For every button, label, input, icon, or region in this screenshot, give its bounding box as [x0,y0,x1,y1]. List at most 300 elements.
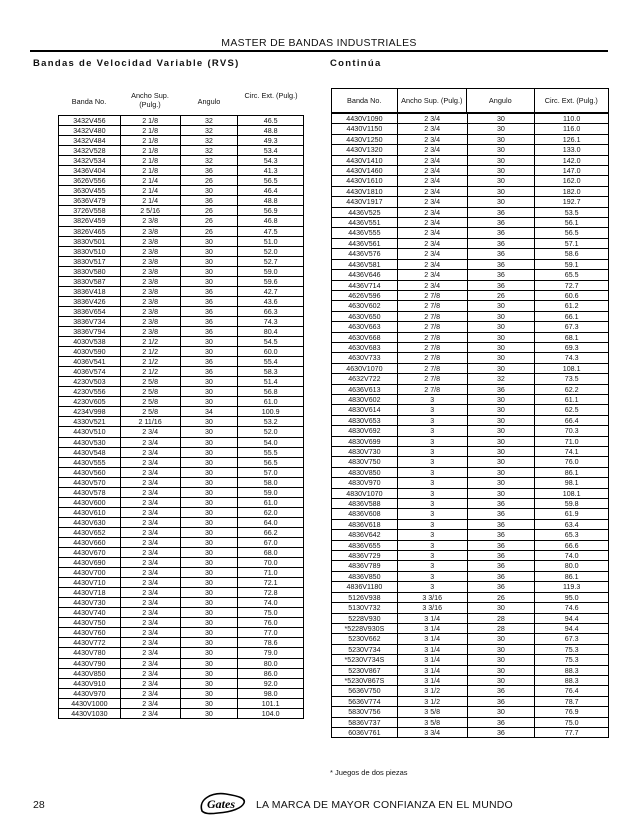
top-width-cell: 3 [398,551,468,560]
top-width-cell: 2 7/8 [398,312,468,321]
belt-no-cell: 4230V605 [59,397,121,406]
top-width-cell: 2 3/4 [398,187,468,196]
top-width-cell: 2 3/4 [398,135,468,144]
belt-no-cell: *5230V734S [332,655,398,664]
top-width-cell: 3 1/4 [398,614,468,623]
angle-cell: 30 [468,416,536,425]
table-row [332,260,608,270]
top-width-cell: 2 3/4 [121,548,181,557]
angle-cell: 30 [181,709,239,718]
table-row [332,187,608,197]
outside-circ-cell: 88.3 [564,676,579,685]
top-width-cell: 2 3/8 [121,247,181,256]
angle-cell: 30 [181,598,239,607]
table-row [332,343,608,353]
belt-no-cell: 4430V630 [59,518,121,527]
belt-no-cell: 3630V455 [59,186,121,195]
table-row [332,239,608,249]
top-width-cell: 2 7/8 [398,374,468,383]
belt-no-cell: 4436V555 [332,228,398,237]
outside-circ-cell: 67.3 [564,635,579,644]
outside-circ-cell: 70.0 [263,559,278,568]
angle-cell: 36 [468,520,536,529]
top-width-cell: 2 3/4 [121,478,181,487]
top-width-cell: 2 3/4 [398,145,468,154]
outside-circ-cell: 66.6 [564,541,579,550]
table-row [59,508,303,518]
belt-no-cell: 4430V1320 [332,145,398,154]
belt-no-cell: 4830V614 [332,405,398,414]
outside-circ-cell: 52.0 [263,247,278,256]
belt-no-cell: 4630V650 [332,312,398,321]
belt-no-cell: 4430V1460 [332,166,398,175]
belt-no-cell: 3726V558 [59,206,121,215]
belt-no-cell: 3830V510 [59,247,121,256]
belt-no-cell: 3636V479 [59,196,121,205]
left-section-title: Bandas de Velocidad Variable (RVS) [33,58,240,69]
angle-cell: 36 [468,260,536,269]
top-width-cell: 2 3/8 [121,277,181,286]
angle-cell: 36 [468,728,536,737]
table-row [59,648,303,658]
top-width-cell: 2 3/4 [121,458,181,467]
table-row [332,478,608,488]
belt-no-cell: 4630V663 [332,322,398,331]
outside-circ-cell: 72.1 [263,579,278,588]
table-row [59,277,303,287]
outside-circ-cell: 66.2 [263,528,278,537]
top-width-cell: 2 7/8 [398,291,468,300]
outside-circ-cell: 72.7 [564,281,579,290]
belt-no-cell: 4836V729 [332,551,398,560]
top-width-cell: 3 [398,561,468,570]
belt-no-cell: 3830V501 [59,237,121,246]
belt-no-cell: 4436V581 [332,260,398,269]
belt-no-cell: 3826V465 [59,227,121,236]
angle-cell: 30 [468,634,536,643]
table-row [59,588,303,598]
outside-circ-cell: 79.0 [263,649,278,658]
top-width-cell: 2 3/8 [121,317,181,326]
angle-cell: 36 [468,249,536,258]
table-row [332,561,608,571]
right-belt-table [331,88,609,738]
top-width-cell: 2 3/4 [398,197,468,206]
angle-cell: 28 [468,624,536,633]
outside-circ-cell: 55.4 [263,358,278,367]
top-width-cell: 2 3/8 [121,327,181,336]
table-row [59,317,303,327]
left-table-body [58,115,304,719]
table-row [59,257,303,267]
col-header-belt-no: Banda No. [71,97,107,106]
table-row [59,689,303,699]
top-width-cell: 2 3/4 [121,628,181,637]
outside-circ-cell: 58.3 [263,368,278,377]
table-row [332,416,608,426]
angle-cell: 26 [181,176,239,185]
outside-circ-cell: 182.0 [562,187,581,196]
angle-cell: 30 [468,405,536,414]
table-row [332,249,608,259]
table-row [59,377,303,387]
outside-circ-cell: 43.6 [263,297,278,306]
col-header-top-width: Ancho Sup. (Pulg.) [398,89,468,112]
angle-cell: 30 [468,343,536,352]
top-width-cell: 2 3/4 [121,448,181,457]
outside-circ-cell: 104.0 [261,709,280,718]
outside-circ-cell: 56.9 [263,207,278,216]
angle-cell: 30 [468,447,536,456]
angle-cell: 30 [468,176,536,185]
outside-circ-cell: 61.0 [263,398,278,407]
outside-circ-cell: 57.1 [564,239,579,248]
angle-cell: 30 [181,498,239,507]
top-width-cell: 2 3/4 [121,558,181,567]
belt-no-cell: 4036V541 [59,357,121,366]
angle-cell: 26 [181,227,239,236]
belt-no-cell: 4830V850 [332,468,398,477]
outside-circ-cell: 80.4 [263,327,278,336]
top-width-cell: 3 [398,468,468,477]
angle-cell: 30 [181,387,239,396]
table-row [59,427,303,437]
angle-cell: 30 [181,518,239,527]
angle-cell: 32 [181,126,239,135]
belt-no-cell: 4436V561 [332,239,398,248]
angle-cell: 36 [468,541,536,550]
top-width-cell: 2 3/4 [398,228,468,237]
table-row [332,124,608,134]
belt-no-cell: 4436V576 [332,249,398,258]
top-width-cell: 2 11/16 [121,417,181,426]
outside-circ-cell: 74.6 [564,604,579,613]
table-row [332,582,608,592]
angle-cell: 36 [468,239,536,248]
outside-circ-cell: 60.0 [263,348,278,357]
outside-circ-cell: 48.8 [263,127,278,136]
outside-circ-cell: 61.0 [263,498,278,507]
angle-cell: 36 [468,385,536,394]
outside-circ-cell: 147.0 [562,167,581,176]
angle-cell: 30 [181,337,239,346]
belt-no-cell: 3830V580 [59,267,121,276]
table-row [332,603,608,613]
table-row [332,489,608,499]
belt-no-cell: 4830V692 [332,426,398,435]
table-row [59,498,303,508]
angle-cell: 32 [181,136,239,145]
angle-cell: 28 [468,614,536,623]
table-row [332,634,608,644]
angle-cell: 30 [181,618,239,627]
angle-cell: 36 [468,572,536,581]
top-width-cell: 2 3/4 [398,239,468,248]
top-width-cell: 2 3/4 [121,669,181,678]
outside-circ-cell: 162.0 [562,177,581,186]
belt-no-cell: 4430V718 [59,588,121,597]
top-width-cell: 2 1/8 [121,166,181,175]
top-width-cell: 2 7/8 [398,343,468,352]
outside-circ-cell: 54.5 [263,338,278,347]
outside-circ-cell: 88.3 [564,666,579,675]
table-row [59,297,303,307]
outside-circ-cell: 64.0 [263,518,278,527]
angle-cell: 36 [468,718,536,727]
angle-cell: 30 [468,707,536,716]
angle-cell: 30 [181,247,239,256]
table-row [59,458,303,468]
outside-circ-cell: 54.3 [263,157,278,166]
table-row [332,145,608,155]
belt-no-cell: 4436V714 [332,281,398,290]
angle-cell: 30 [181,267,239,276]
table-row [59,438,303,448]
angle-cell: 30 [181,628,239,637]
belt-no-cell: 4430V1150 [332,124,398,133]
belt-no-cell: 3432V534 [59,156,121,165]
belt-no-cell: 4430V1030 [59,709,121,718]
table-row [59,709,303,719]
angle-cell: 30 [468,478,536,487]
outside-circ-cell: 71.0 [564,437,579,446]
top-width-cell: 2 3/4 [121,618,181,627]
table-row [59,367,303,377]
angle-cell: 30 [181,277,239,286]
top-width-cell: 2 3/4 [121,568,181,577]
table-row [59,307,303,317]
outside-circ-cell: 86.0 [263,669,278,678]
angle-cell: 30 [181,638,239,647]
angle-cell: 30 [181,417,239,426]
outside-circ-cell: 86.1 [564,572,579,581]
belt-no-cell: 4630V683 [332,343,398,352]
angle-cell: 36 [181,307,239,316]
belt-no-cell: 4430V560 [59,468,121,477]
table-row [332,645,608,655]
outside-circ-cell: 60.6 [564,291,579,300]
table-row [59,468,303,478]
table-row [332,333,608,343]
table-row [59,337,303,347]
belt-no-cell: 4430V1000 [59,699,121,708]
belt-no-cell: 4430V610 [59,508,121,517]
top-width-cell: 2 3/8 [121,297,181,306]
top-width-cell: 3 3/4 [398,728,468,737]
table-row [59,387,303,397]
angle-cell: 36 [468,561,536,570]
belt-no-cell: 4630V668 [332,333,398,342]
belt-no-cell: 4830V653 [332,416,398,425]
angle-cell: 32 [468,374,536,383]
angle-cell: 30 [468,437,536,446]
angle-cell: 36 [181,327,239,336]
table-row [332,707,608,717]
table-row [59,206,303,216]
outside-circ-cell: 74.3 [263,317,278,326]
table-row [332,686,608,696]
top-width-cell: 2 1/8 [121,156,181,165]
table-row [332,405,608,415]
table-row [332,426,608,436]
top-width-cell: 3 [398,520,468,529]
outside-circ-cell: 92.0 [263,679,278,688]
belt-no-cell: 3432V456 [59,116,121,125]
table-row [332,166,608,176]
table-row [332,197,608,207]
belt-no-cell: 4630V733 [332,353,398,362]
angle-cell: 36 [468,582,536,591]
angle-cell: 30 [181,377,239,386]
table-row [59,659,303,669]
top-width-cell: 2 3/8 [121,227,181,236]
top-width-cell: 2 3/4 [121,578,181,587]
table-row [332,364,608,374]
table-row [332,395,608,405]
outside-circ-cell: 62.5 [564,406,579,415]
table-row [332,520,608,530]
angle-cell: 36 [468,509,536,518]
top-width-cell: 2 3/8 [121,257,181,266]
col-header-outside-circ: Circ. Ext. (Pulg.) [544,96,598,105]
outside-circ-cell: 56.5 [263,458,278,467]
top-width-cell: 3 [398,572,468,581]
top-width-cell: 2 3/4 [121,689,181,698]
belt-no-cell: 4230V556 [59,387,121,396]
outside-circ-cell: 101.1 [261,699,280,708]
outside-circ-cell: 56.1 [564,219,579,228]
belt-no-cell: 4430V548 [59,448,121,457]
footer-slogan: LA MARCA DE MAYOR CONFIANZA EN EL MUNDO [256,799,513,811]
belt-no-cell: 4430V1410 [332,156,398,165]
table-row [59,578,303,588]
table-row [332,728,608,738]
angle-cell: 32 [181,116,239,125]
outside-circ-cell: 59.0 [263,488,278,497]
table-row [332,353,608,363]
belt-no-cell: 5230V662 [332,634,398,643]
top-width-cell: 3 [398,457,468,466]
angle-cell: 36 [468,530,536,539]
table-row [332,437,608,447]
table-row [59,478,303,488]
outside-circ-cell: 94.4 [564,624,579,633]
top-width-cell: 2 3/4 [121,709,181,718]
table-row [332,218,608,228]
top-width-cell: 2 3/8 [121,307,181,316]
belt-no-cell: 3436V404 [59,166,121,175]
belt-no-cell: 3626V556 [59,176,121,185]
outside-circ-cell: 119.3 [563,583,581,592]
top-width-cell: 2 1/8 [121,136,181,145]
outside-circ-cell: 62.2 [564,385,579,394]
top-width-cell: 3 [398,530,468,539]
table-footnote: * Juegos de dos piezas [330,768,408,777]
table-row [59,126,303,136]
outside-circ-cell: 66.4 [564,416,579,425]
top-width-cell: 3 1/4 [398,624,468,633]
top-width-cell: 2 1/8 [121,146,181,155]
table-row [59,669,303,679]
angle-cell: 30 [181,397,239,406]
angle-cell: 32 [181,156,239,165]
outside-circ-cell: 58.6 [564,250,579,259]
outside-circ-cell: 49.3 [263,137,278,146]
belt-no-cell: 4430V780 [59,648,121,657]
outside-circ-cell: 71.0 [263,569,278,578]
top-width-cell: 3 [398,416,468,425]
outside-circ-cell: 75.3 [564,656,579,665]
angle-cell: 34 [181,407,239,416]
top-width-cell: 2 1/8 [121,116,181,125]
top-width-cell: 3 [398,541,468,550]
table-row [59,608,303,618]
left-table-header [58,90,304,115]
outside-circ-cell: 54.0 [263,438,278,447]
belt-no-cell: 3432V528 [59,146,121,155]
outside-circ-cell: 59.1 [564,260,579,269]
outside-circ-cell: 63.4 [564,520,579,529]
angle-cell: 30 [468,301,536,310]
angle-cell: 30 [468,655,536,664]
belt-no-cell: 4430V555 [59,458,121,467]
outside-circ-cell: 133.0 [562,146,581,155]
angle-cell: 30 [468,603,536,612]
table-row [59,548,303,558]
top-width-cell: 2 1/2 [121,337,181,346]
outside-circ-cell: 76.9 [564,708,579,717]
top-width-cell: 3 [398,499,468,508]
top-width-cell: 2 5/8 [121,377,181,386]
belt-no-cell: 4836V588 [332,499,398,508]
angle-cell: 30 [181,347,239,356]
table-row [332,676,608,686]
belt-no-cell: 4430V690 [59,558,121,567]
outside-circ-cell: 61.9 [564,510,579,519]
belt-no-cell: 4430V600 [59,498,121,507]
table-row [59,448,303,458]
outside-circ-cell: 75.0 [564,718,579,727]
top-width-cell: 2 3/4 [121,699,181,708]
top-width-cell: 3 [398,509,468,518]
angle-cell: 30 [468,395,536,404]
table-row [332,655,608,665]
table-row [332,322,608,332]
outside-circ-cell: 41.3 [263,167,278,176]
top-width-cell: 2 5/16 [121,206,181,215]
angle-cell: 30 [468,666,536,675]
angle-cell: 30 [468,145,536,154]
angle-cell: 30 [468,489,536,498]
top-width-cell: 3 1/4 [398,676,468,685]
outside-circ-cell: 53.4 [263,147,278,156]
angle-cell: 30 [468,426,536,435]
right-section-title: Continúa [330,58,382,69]
belt-no-cell: 4430V578 [59,488,121,497]
table-row [332,156,608,166]
table-row [59,397,303,407]
angle-cell: 30 [468,468,536,477]
belt-no-cell: 4330V521 [59,417,121,426]
outside-circ-cell: 66.3 [263,307,278,316]
belt-no-cell: 5230V734 [332,645,398,654]
belt-no-cell: 4430V1090 [332,114,398,123]
angle-cell: 30 [468,135,536,144]
table-row [59,618,303,628]
table-row [332,551,608,561]
top-width-cell: 2 3/4 [398,270,468,279]
outside-circ-cell: 75.0 [263,609,278,618]
